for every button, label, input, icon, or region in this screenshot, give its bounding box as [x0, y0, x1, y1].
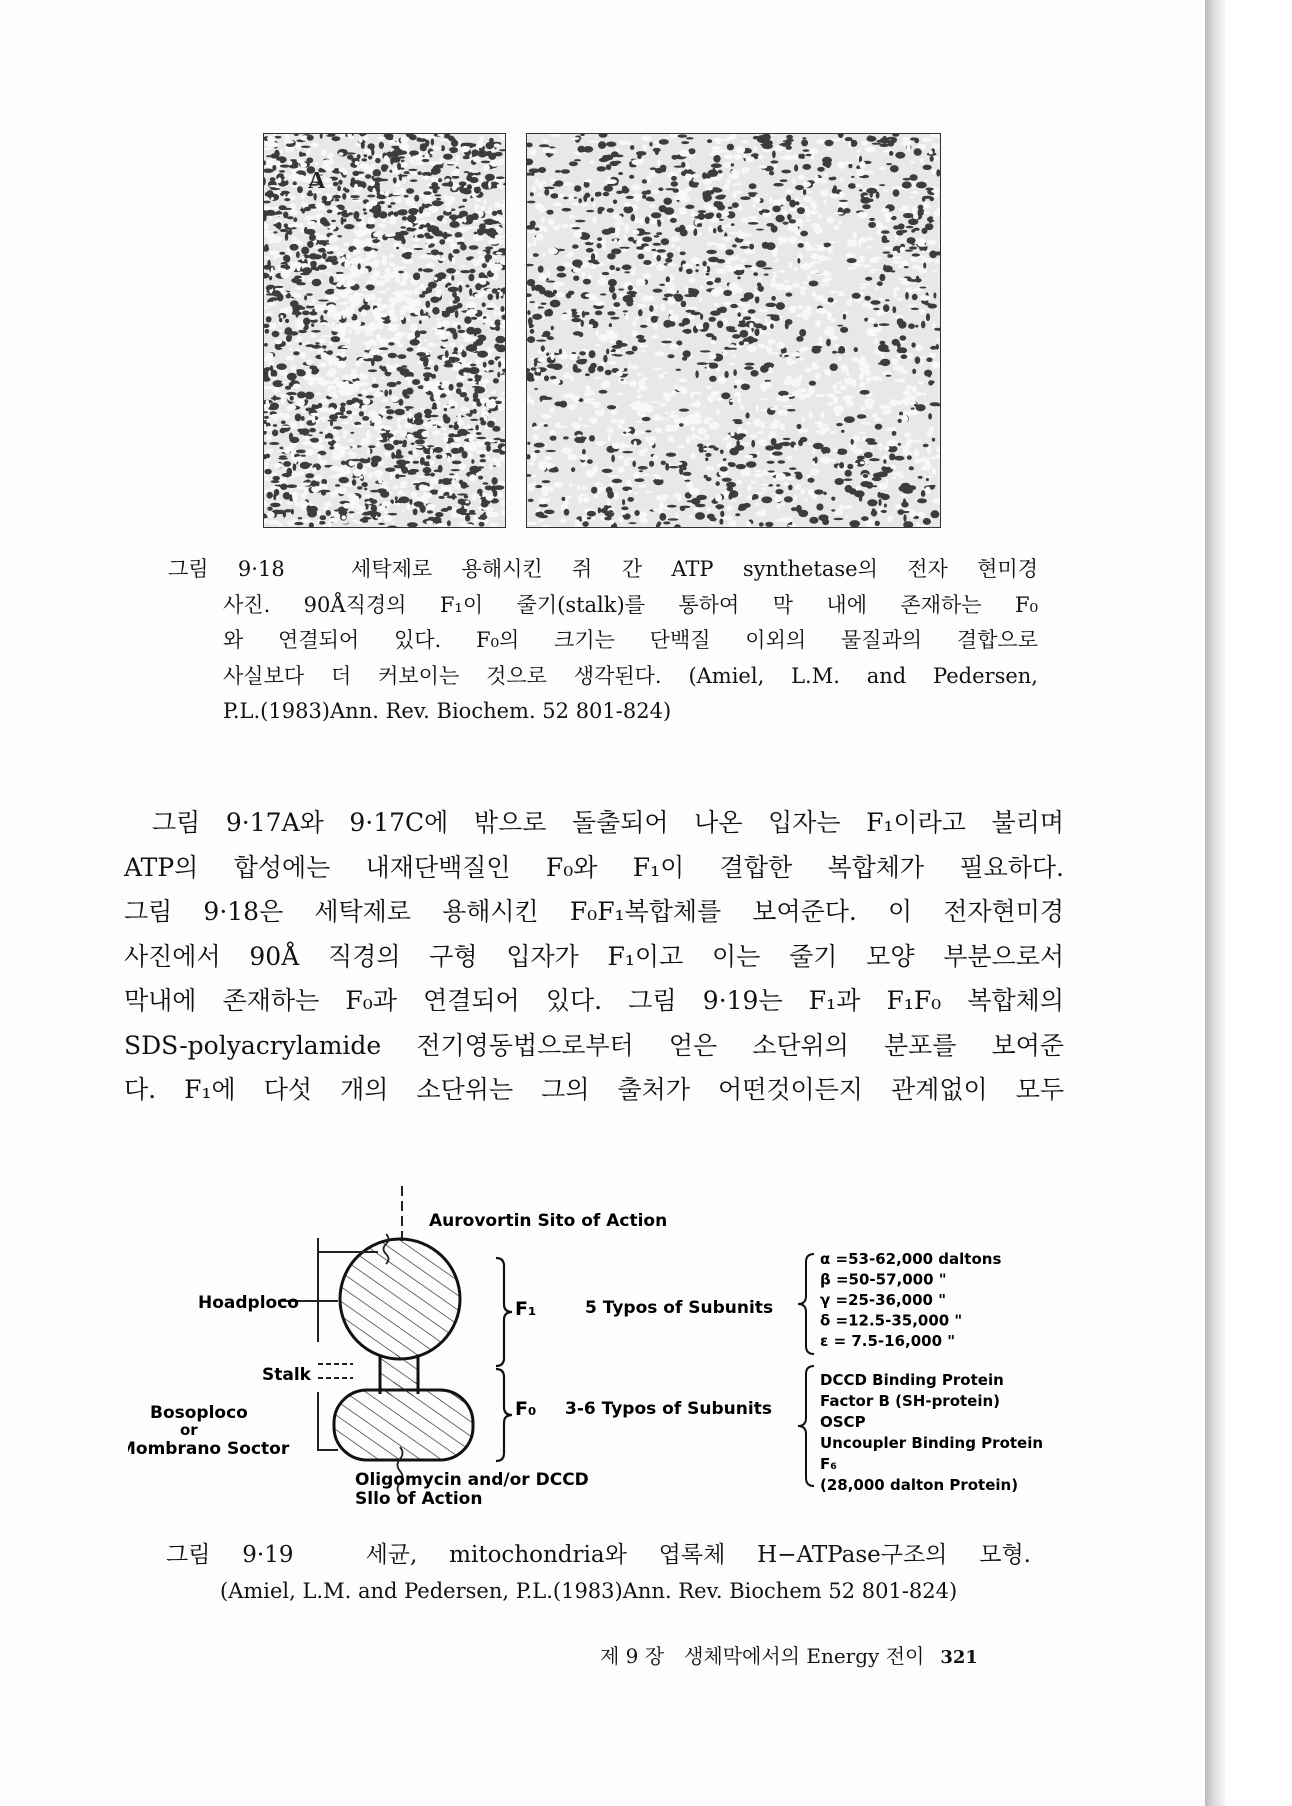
f0-list-brace — [798, 1366, 814, 1486]
subunit-item: δ =12.5-35,000 " — [820, 1311, 963, 1330]
page-edge — [1205, 0, 1225, 1806]
subunit-item: Factor B (SH-protein) — [820, 1392, 1001, 1410]
page-footer — [600, 1640, 978, 1669]
basepiece-shape — [334, 1390, 473, 1460]
subunit-item: β =50-57,000 " — [820, 1270, 947, 1289]
subunit-item: ε = 7.5-16,000 " — [820, 1332, 956, 1350]
subunit-item: F₆ — [820, 1455, 837, 1473]
body-line: 그림 9·17A와 9·17C에 밖으로 돌출되어 나온 입자는 F₁이라고 불리며 — [152, 808, 1064, 837]
micrograph-panel-a — [263, 133, 506, 528]
oligomycin-site-label: Sllo of Action — [355, 1489, 483, 1509]
caption-line: 그림 9·19 세균, mitochondria와 엽록체 H−ATPase구조의 모형. — [166, 1542, 1031, 1568]
body-line: 막내에 존재하는 F₀과 연결되어 있다. 그림 9·19는 F₁과 F₁F₀ 복합체의 — [124, 986, 1064, 1015]
page-number: 321 — [940, 1647, 978, 1668]
subunit-item: α =53-62,000 daltons — [820, 1250, 1002, 1268]
f1-brace — [496, 1258, 512, 1366]
caption-line: 그림 9·18 세탁제로 용해시킨 쥐 간 ATP synthetase의 전자 현미경 — [168, 557, 1038, 581]
caption-line: P.L.(1983)Ann. Rev. Biochem. 52 801-824) — [223, 699, 672, 723]
f0-subunits-label: 3-6 Typos of Subunits — [565, 1399, 772, 1419]
f0-brace — [496, 1369, 512, 1461]
caption-line: (Amiel, L.M. and Pedersen, P.L.(1983)Ann. Rev. Biochem 52 801-824) — [220, 1579, 958, 1603]
headpiece-label: Hoadploco — [198, 1293, 299, 1313]
body-line: 그림 9·18은 세탁제로 용해시킨 F₀F₁복합체를 보여준다. 이 전자현미경 — [124, 897, 1064, 926]
figure-9-18-caption — [168, 552, 1038, 730]
subunit-item: γ =25-36,000 " — [820, 1291, 947, 1309]
headpiece-shape — [340, 1239, 460, 1359]
f1-subunits-label: 5 Typos of Subunits — [585, 1298, 774, 1318]
f0-label: F₀ — [515, 1398, 537, 1420]
chapter-title: 제 9 장 생체막에서의 Energy 전이 — [600, 1644, 925, 1668]
f0-subunit-list — [820, 1371, 1043, 1494]
body-paragraph — [124, 801, 1064, 1113]
stalk-label: Stalk — [262, 1365, 311, 1385]
aurovertin-label: Aurovortin Sito of Action — [429, 1211, 668, 1231]
caption-line: 와 연결되어 있다. F₀의 크기는 단백질 이외의 물질과의 결합으로 — [223, 628, 1038, 652]
body-line: 사진에서 90Å 직경의 구형 입자가 F₁이고 이는 줄기 모양 부분으로서 — [124, 941, 1064, 971]
caption-line: 사진. 90Å직경의 F₁이 줄기(stalk)를 통하여 막 내에 존재하는 F₀ — [223, 592, 1038, 617]
figure-9-19-caption — [166, 1537, 1031, 1609]
subunit-item: OSCP — [820, 1413, 866, 1431]
f1-list-brace — [798, 1254, 814, 1354]
atpase-diagram — [128, 1182, 1058, 1512]
caption-line: 사실보다 더 커보이는 것으로 생각된다. (Amiel, L.M. and Pedersen, — [223, 663, 1038, 688]
basepiece-label: Bosoploco — [150, 1403, 248, 1423]
body-line: 다. F₁에 다섯 개의 소단위는 그의 출처가 어떤것이든지 관계없이 모두 — [124, 1075, 1064, 1104]
basepiece-or-label: or — [180, 1421, 198, 1439]
subunit-item: DCCD Binding Protein — [820, 1371, 1004, 1389]
subunit-item: Uncoupler Binding Protein — [820, 1434, 1044, 1452]
panel-a-letter: A — [308, 168, 326, 194]
body-line: SDS-polyacrylamide 전기영동법으로부터 얻은 소단위의 분포를 보여준 — [124, 1030, 1064, 1060]
body-line: ATP의 합성에는 내재단백질인 F₀와 F₁이 결합한 복합체가 필요하다. — [124, 852, 1064, 882]
micrograph-panel-b — [526, 133, 941, 528]
subunit-item: (28,000 dalton Protein) — [820, 1476, 1019, 1494]
oligomycin-label: Oligomycin and/or DCCD — [355, 1470, 589, 1490]
membrane-sector-label: Mombrano Soctor — [128, 1439, 290, 1459]
f1-label: F₁ — [515, 1298, 537, 1320]
f1-subunit-list — [820, 1250, 1001, 1350]
